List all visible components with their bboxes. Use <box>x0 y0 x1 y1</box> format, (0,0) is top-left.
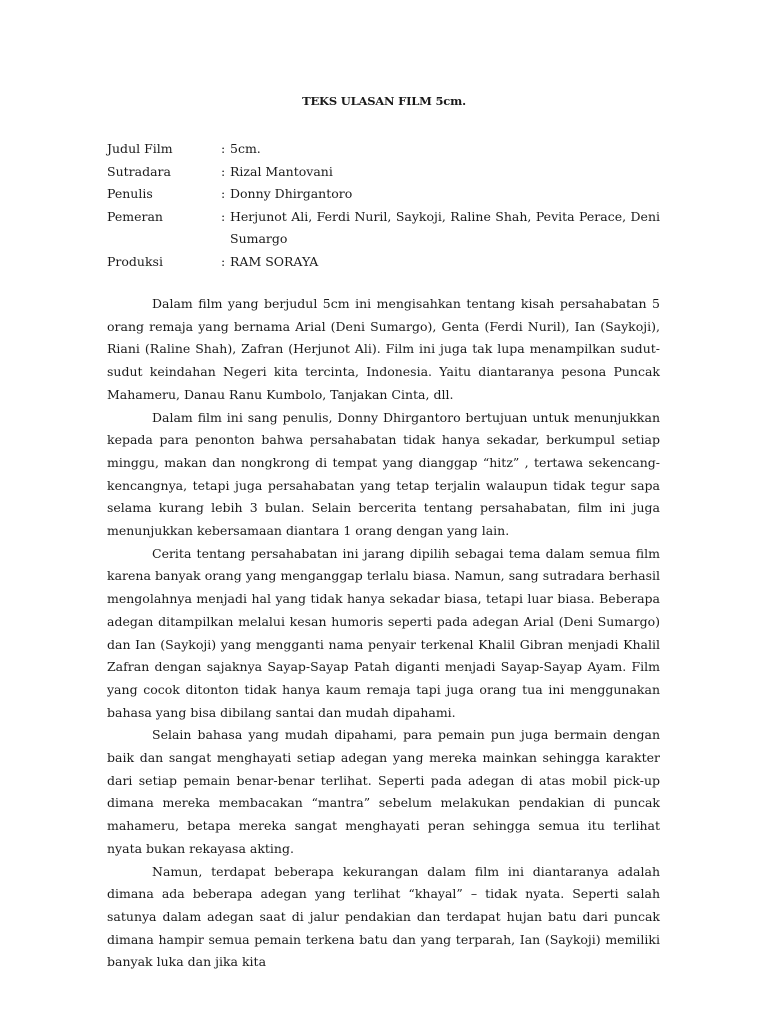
detail-value: 5cm. <box>230 141 261 156</box>
detail-row-writer <box>107 183 660 206</box>
paragraph: Dalam film yang berjudul 5cm ini mengisahkan tentang kisah persahabatan 5 orang remaja yang bernama Arial (Deni Sumargo), Genta (Ferdi Nuril), Ian (Saykoji), Riani (Raline Shah), Zafran (Herjunot Ali). Film ini juga tak lupa menampilkan sudut-sudut keindahan Negeri kita tercinta, Indonesia. Yaitu diantaranya pesona Puncak Mahameru, Danau Ranu Kumbolo, Tanjakan Cinta, dll. <box>107 296 660 402</box>
paragraph: Cerita tentang persahabatan ini jarang dipilih sebagai tema dalam semua film karena banyak orang yang menganggap terlalu biasa. Namun, sang sutradara berhasil mengolahnya menjadi hal yang tidak hanya sekadar biasa, tetapi luar biasa. Beberapa adegan ditampilkan melalui kesan humoris seperti pada adegan Arial (Deni Sumargo) dan Ian (Saykoji) yang mengganti nama penyair terkenal Khalil Gibran menjadi Khalil Zafran dengan sajaknya Sayap-Sayap Patah diganti menjadi Sayap-Sayap Ayam. Film yang cocok ditonton tidak hanya kaum remaja tapi juga orang tua ini menggunakan bahasa yang bisa dibilang santai dan mudah dipahami. <box>107 545 660 720</box>
detail-colon: : <box>221 253 226 269</box>
document-title: TEKS ULASAN FILM 5cm. <box>302 94 466 108</box>
detail-label: Produksi <box>107 253 163 269</box>
review-body <box>107 293 660 974</box>
detail-label: Pemeran <box>107 208 163 224</box>
detail-label: Penulis <box>107 186 153 201</box>
detail-colon: : <box>221 163 226 179</box>
paragraph: Namun, terdapat beberapa kekurangan dalam film ini diantaranya adalah dimana ada beberapa adegan yang terlihat “khayal” – tidak nyata. Seperti salah satunya dalam adegan saat di jalur pendakian dan terdapat hujan batu dari puncak dimana hampir semua pemain terkena batu dan yang terparah, Ian (Saykoji) memiliki banyak luka dan jika kita <box>107 863 660 970</box>
paragraph: Dalam film ini sang penulis, Donny Dhirgantoro bertujuan untuk menunjukkan kepada para penonton bahwa persahabatan tidak hanya sekadar, berkumpul setiap minggu, makan dan nongkrong di tempat yang dianggap “hitz” , tertawa sekencang-kencangnya, tetapi juga persahabatan yang tetap terjalin walaupun tidak tegur sapa selama kurang lebih 3 bulan. Selain bercerita tentang persahabatan, film ini juga menunjukkan kebersamaan diantara 1 orang dengan yang lain. <box>107 409 660 539</box>
film-details <box>107 138 660 273</box>
detail-label: Judul Film <box>107 141 173 156</box>
detail-row-production <box>107 251 660 274</box>
detail-value: Herjunot Ali, Ferdi Nuril, Saykoji, Raline Shah, Pevita Perace, Deni Sumargo <box>230 208 660 246</box>
detail-value: Donny Dhirgantoro <box>230 186 353 201</box>
detail-row-cast <box>107 206 660 251</box>
detail-row-title <box>107 138 660 161</box>
detail-value: RAM SORAYA <box>230 253 319 269</box>
paragraph: Selain bahasa yang mudah dipahami, para pemain pun juga bermain dengan baik dan sangat menghayati setiap adegan yang mereka mainkan sehingga karakter dari setiap pemain benar-benar terlihat. Seperti pada adegan di atas mobil pick-up dimana mereka membacakan “mantra” sebelum melakukan pendakian di puncak mahameru, betapa mereka sangat menghayati peran sehingga semua itu terlihat nyata bukan rekayasa akting. <box>107 727 660 856</box>
detail-colon: : <box>221 208 226 224</box>
detail-row-director <box>107 161 660 184</box>
detail-colon: : <box>221 141 226 156</box>
detail-label: Sutradara <box>107 163 171 179</box>
detail-colon: : <box>221 186 226 201</box>
detail-value: Rizal Mantovani <box>230 163 333 179</box>
